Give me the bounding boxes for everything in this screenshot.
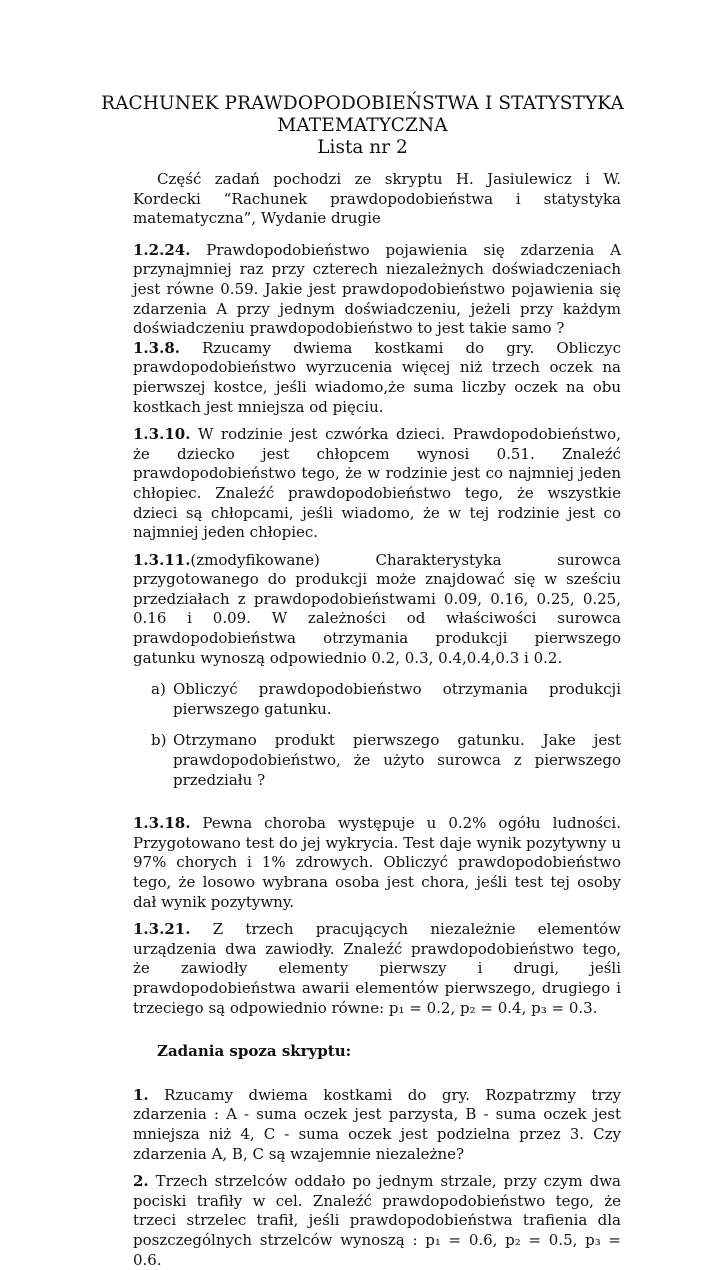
problem-text: Trzech strzelców oddało po jednym strzale, przy czym dwa pociski trafiły w cel. Znaleźć prawdopodobieństwo tego, że trzeci strzelec trafił, jeśli prawdopodobieństwa trafienia dla poszczególnych strzelców wynoszą : p₁ = 0.6, p₂ = 0.5, p₃ = 0.6. — [133, 1172, 621, 1269]
problem-1-3-8 — [133, 339, 621, 417]
problem-1-3-11 — [133, 551, 621, 669]
problem-number: 1.3.18. — [133, 814, 191, 833]
list-number: Lista nr 2 — [317, 137, 408, 158]
subitem-label: b) — [151, 731, 167, 750]
title-line-2: MATEMATYCZNA — [277, 115, 448, 136]
problem-text: Rzucamy dwiema kostkami do gry. Rozpatrzmy trzy zdarzenia : A - suma oczek jest parzysta, B - suma oczek jest mniejsza niż 4, C - suma oczek jest podzielna przez 3. Czy zdarzenia A, B, C są wzajemnie niezależne? — [133, 1085, 621, 1163]
problem-1-2-24 — [133, 241, 621, 339]
problem-1-3-21 — [133, 920, 621, 1018]
content — [133, 170, 621, 1270]
problem-number: 1.3.8. — [133, 338, 180, 357]
problem-text: Z trzech pracujących niezależnie elementów urządzenia dwa zawiodły. Znaleźć prawdopodobieństwo tego, że zawiodły elementy pierwszy i drugi, jeśli prawdopodobieństwa awarii elementów pierwszego, drugiego i trzeciego są odpowiednio równe: p₁ = 0.2, p₂ = 0.4, p₃ = 0.3. — [133, 920, 621, 1017]
problem-number: 2. — [133, 1172, 149, 1191]
problem-text: W rodzinie jest czwórka dzieci. Prawdopodobieństwo, że dziecko jest chłopcem wynosi 0.51. Znaleźć prawdopodobieństwo tego, że w rodzinie jest co najmniej jeden chłopiec. Znaleźć prawdopodobieństwo tego, że wszystkie dzieci są chłopcami, jeśli wiadomo, że w tej rodzinie jest co najmniej jeden chłopiec. — [133, 425, 621, 542]
problem-1-3-18 — [133, 814, 621, 912]
problem-text: (zmodyfikowane) Charakterystyka surowca przygotowanego do produkcji może znajdować się w sześciu przedziałach z prawdopodobieństwami 0.09, 0.16, 0.25, 0.25, 0.16 i 0.09. W zależności od właściwości surowca prawdopodobieństwa otrzymania produkcji pierwszego gatunku wynoszą odpowiednio 0.2, 0.3, 0.4,0.4,0.3 i 0.2. — [133, 550, 621, 667]
title-block — [100, 93, 625, 159]
intro-paragraph: Część zadań pochodzi ze skryptu H. Jasiulewicz i W. Kordecki “Rachunek prawdopodobieństwa i statystyka matematyczna”, Wydanie drugie — [133, 170, 621, 228]
subitem-a — [151, 680, 621, 719]
title-line-1: RACHUNEK PRAWDOPODOBIEŃSTWA I STATYSTYKA — [101, 93, 624, 114]
problem-number: 1.3.11. — [133, 550, 191, 569]
section-heading: Zadania spoza skryptu: — [157, 1042, 352, 1061]
subitem-text: Otrzymano produkt pierwszego gatunku. Jake jest prawdopodobieństwo, że użyto surowca z pierwszego przedziału ? — [173, 731, 621, 789]
problem-2 — [133, 1172, 621, 1270]
problem-number: 1.3.21. — [133, 920, 191, 939]
subitem-b — [151, 731, 621, 790]
problem-number: 1.3.10. — [133, 425, 191, 444]
problem-number: 1. — [133, 1085, 149, 1104]
subitem-text: Obliczyć prawdopodobieństwo otrzymania produkcji pierwszego gatunku. — [173, 680, 621, 718]
subitem-label: a) — [151, 680, 166, 699]
problem-text: Prawdopodobieństwo pojawienia się zdarzenia A przynajmniej raz przy czterech niezależnych doświadczeniach jest równe 0.59. Jakie jest prawdopodobieństwo pojawienia się zdarzenia A przy jednym doświadczeniu, jeżeli przy każdym doświadczeniu prawdopodobieństwo to jest takie samo ? — [133, 240, 621, 338]
problem-number: 1.2.24. — [133, 240, 191, 259]
problem-text: Rzucamy dwiema kostkami do gry. Obliczyc prawdopodobieństwo wyrzucenia więcej niż trzech oczek na pierwszej kostce, jeśli wiadomo,że suma liczby oczek na obu kostkach jest mniejsza od pięciu. — [133, 338, 621, 416]
problem-text: Pewna choroba występuje u 0.2% ogółu ludności. Przygotowano test do jej wykrycia. Test daje wynik pozytywny u 97% chorych i 1% zdrowych. Obliczyć prawdopodobieństwo tego, że losowo wybrana osoba jest chora, jeśli test tej osoby dał wynik pozytywny. — [133, 814, 621, 911]
problem-1-3-10 — [133, 425, 621, 543]
problem-1 — [133, 1086, 621, 1164]
